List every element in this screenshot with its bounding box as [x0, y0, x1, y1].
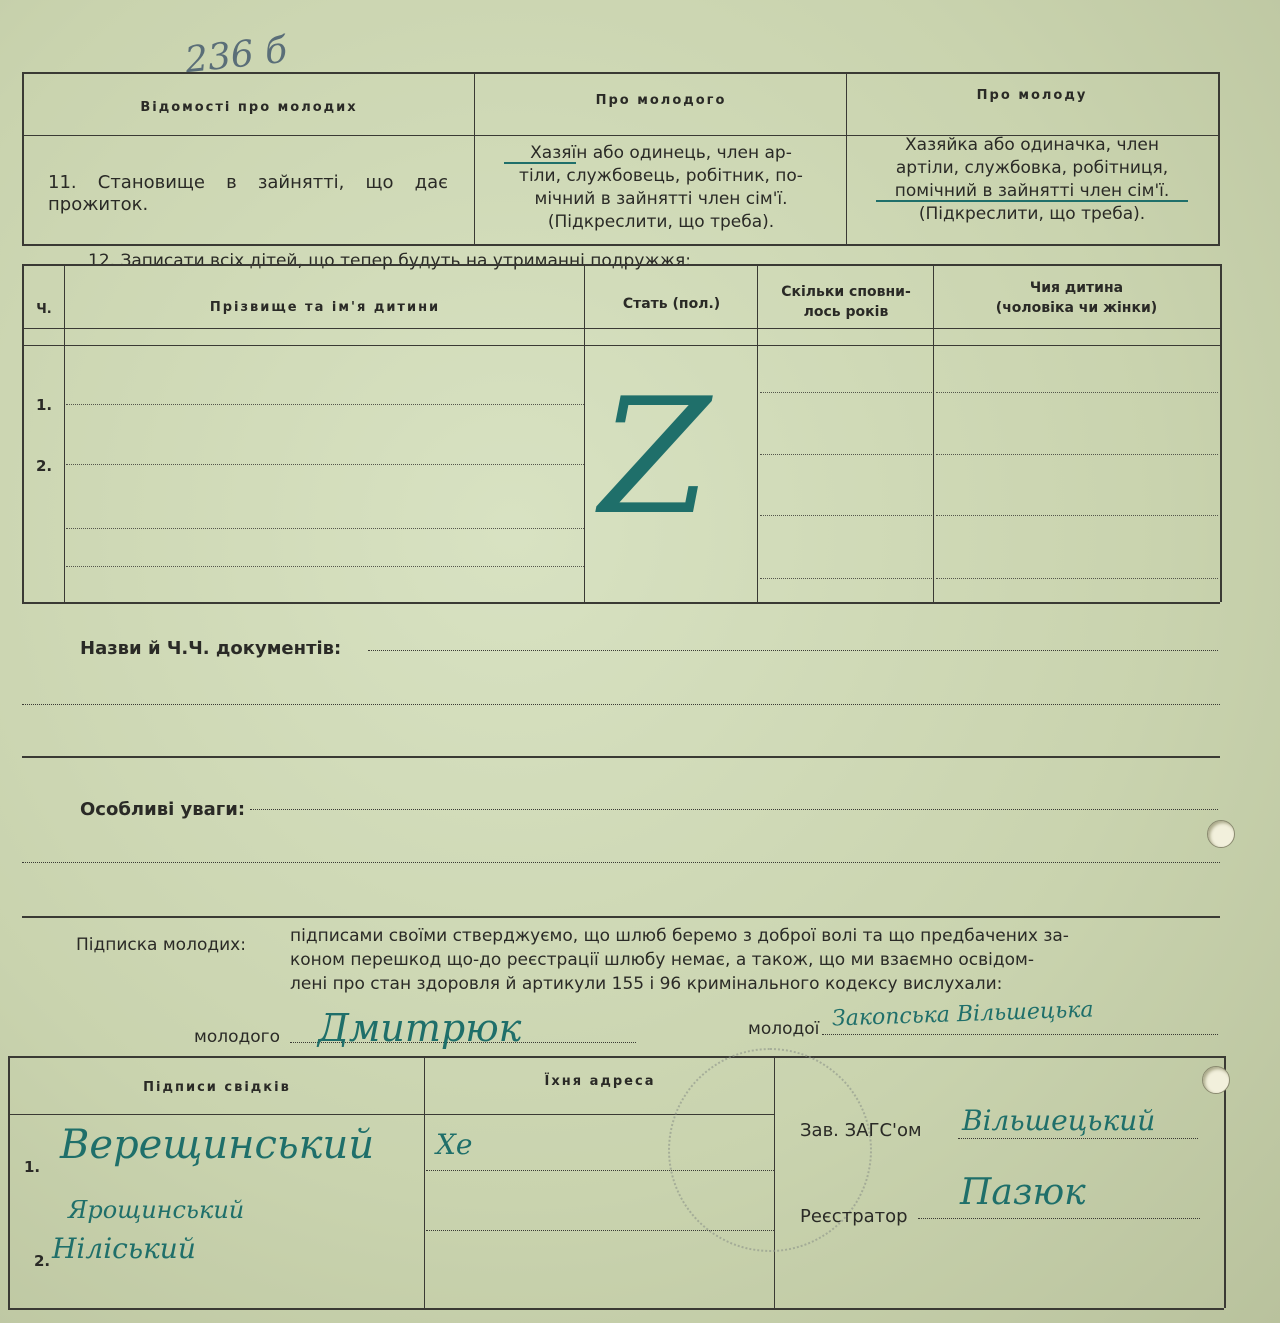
col-age: Скільки сповни- лось років	[781, 284, 911, 320]
witness-header-signatures: Підписи свідків	[143, 1080, 291, 1095]
children-title: 12. Записати всіх дітей, що тепер будуть на утриманні подружжя:	[88, 251, 691, 271]
witness-2-signature: Ярощинський	[68, 1196, 245, 1224]
documents-label: Назви й Ч.Ч. документів:	[80, 638, 342, 659]
witness-row-1-number: 1.	[24, 1158, 41, 1176]
header-info: Відомості про молодих	[140, 100, 358, 115]
registrar-signature: Пазюк	[960, 1172, 1086, 1213]
head-label: Зав. ЗАГС'ом	[800, 1120, 922, 1141]
col-number: Ч.	[36, 302, 52, 317]
witness-row-2-number: 2.	[34, 1252, 51, 1270]
col-sex: Стать (пол.)	[622, 296, 721, 312]
remarks-label: Особливі уваги:	[80, 799, 246, 820]
witness-address: Хе	[436, 1128, 473, 1161]
bride-signature-label: молодої	[748, 1019, 820, 1039]
punch-hole	[1202, 1066, 1230, 1094]
bride-signature: Закопська Вільшецька	[831, 997, 1094, 1032]
witness-header-address: Їхня адреса	[544, 1074, 656, 1089]
header-bride: Про молоду	[976, 88, 1088, 103]
groom-signature-label: молодого	[194, 1027, 280, 1047]
groom-underline	[504, 162, 576, 164]
witness-1-signature: Верещинський	[60, 1122, 375, 1168]
header-groom: Про молодого	[595, 93, 727, 108]
col-child-name: Прізвище та ім'я дитини	[209, 300, 441, 315]
row-11-label: 11. Становище в зайнятті, що дає прожиток.	[48, 172, 448, 215]
witness-3-signature: Ніліський	[52, 1232, 196, 1265]
sex-column-mark: Z	[599, 363, 711, 550]
declaration-label: Підписка молодих:	[76, 935, 246, 955]
groom-options: Хазяїн або одинець, член ар- тіли, службовець, робітник, по- мічний в зайнятті член сім'ї. (Підкреслити, що треба).	[519, 143, 803, 232]
archive-number: 236 б	[183, 29, 290, 82]
bride-options: Хазяйка або одиначка, член артіли, службовка, робітниця, помічний в зайнятті член сім'ї. (Підкреслити, що треба).	[894, 135, 1170, 224]
registrar-label: Реєстратор	[800, 1206, 908, 1227]
punch-hole	[1207, 820, 1235, 848]
declaration-text: підписами своїми стверджуємо, що шлюб беремо з доброї волі та що предбачених за- коном перешкод що-до реєстрації шлюбу немає, а також, що ми взаємно освідом- лені про стан здоровля й артикули 155 і 96 кримінального кодексу вислухали:	[290, 926, 1069, 994]
head-signature: Вільшецький	[962, 1104, 1156, 1137]
child-row-2-number: 2.	[36, 457, 53, 475]
col-whose-child: Чия дитина (чоловіка чи жінки)	[995, 280, 1158, 316]
groom-signature: Дмитрюк	[318, 1006, 522, 1050]
bride-underline	[876, 200, 1188, 202]
child-row-1-number: 1.	[36, 396, 53, 414]
